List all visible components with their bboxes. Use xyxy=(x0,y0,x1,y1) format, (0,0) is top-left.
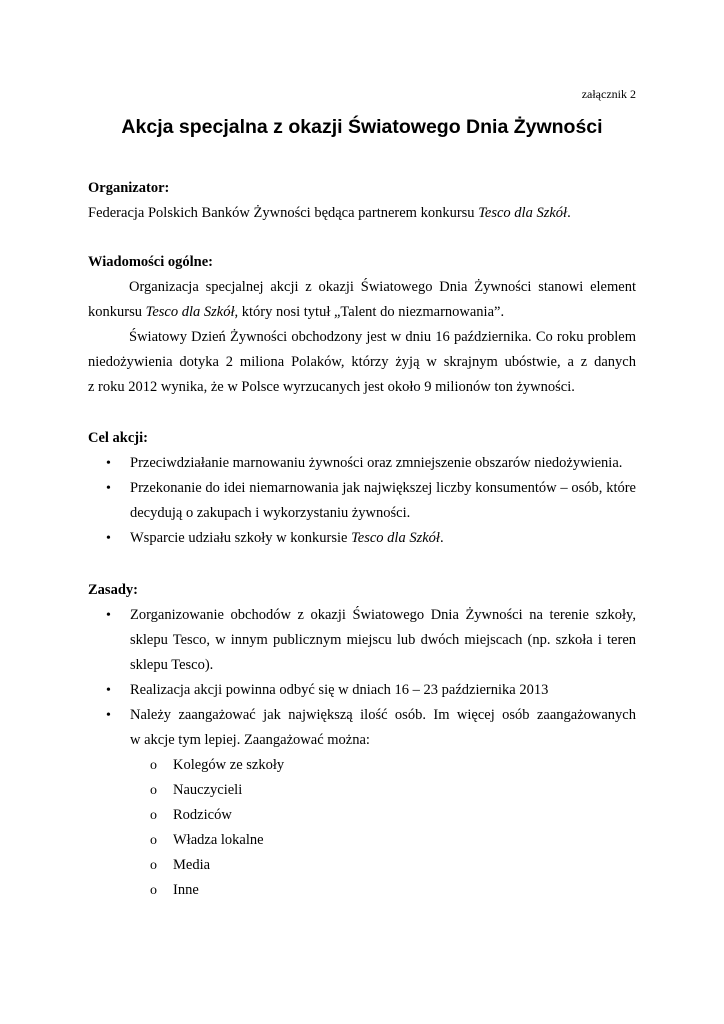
circle-bullet-icon: o xyxy=(150,758,157,773)
general-info-p1-line1: Organizacja specjalnej akcji z okazji Światowego Dnia Żywności stanowi element xyxy=(129,279,636,295)
rule-item-1-line1: Zorganizowanie obchodów z okazji Światowego Dnia Żywności na terenie szkoły, xyxy=(130,607,636,623)
involvement-list xyxy=(88,753,636,903)
involvement-item: Nauczycieli xyxy=(173,782,243,798)
rule-item-3-line2: w akcje tym lepiej. Zaangażować można: xyxy=(130,732,370,748)
general-info-p1-line2 xyxy=(88,300,636,325)
bullet-icon: • xyxy=(106,481,111,496)
general-info-heading: Wiadomości ogólne: xyxy=(88,254,213,270)
rule-item-2: Realizacja akcji powinna odbyć się w dniach 16 – 23 października 2013 xyxy=(130,682,549,698)
list-item xyxy=(88,828,636,853)
rules-section xyxy=(88,578,636,903)
attachment-label: załącznik 2 xyxy=(581,87,636,101)
list-item xyxy=(88,603,636,678)
rule-item-1-line2: sklepu Tesco, w innym publicznym miejscu lub dwóch miejscach (np. szkoła i teren xyxy=(130,632,636,648)
document-page xyxy=(88,0,636,1024)
list-item xyxy=(88,678,636,703)
circle-bullet-icon: o xyxy=(150,783,157,798)
organizer-heading: Organizator: xyxy=(88,180,170,196)
goal-item-1: Przeciwdziałanie marnowaniu żywności oraz zmniejszenie obszarów niedożywienia. xyxy=(130,455,623,471)
list-item xyxy=(88,703,636,753)
involvement-item: Władza lokalne xyxy=(173,832,264,848)
involvement-item: Media xyxy=(173,857,211,873)
involvement-item: Rodziców xyxy=(173,807,232,823)
organizer-contest-name: Tesco dla Szkół xyxy=(478,205,568,221)
list-item xyxy=(88,878,636,903)
rule-item-3-line1: Należy zaangażować jak największą ilość osób. Im więcej osób zaangażowanych xyxy=(130,707,636,723)
document-title: Akcja specjalna z okazji Światowego Dnia Żywności xyxy=(121,116,603,138)
list-item xyxy=(88,451,636,476)
list-item xyxy=(88,476,636,526)
circle-bullet-icon: o xyxy=(150,883,157,898)
circle-bullet-icon: o xyxy=(150,833,157,848)
involvement-item: Kolegów ze szkoły xyxy=(173,757,285,773)
general-info-p2-line2: niedożywienia dotyka 2 miliona Polaków, którzy żyją w skrajnym ubóstwie, a z danych xyxy=(88,354,636,370)
goal-item-3-contest-name: Tesco dla Szkół xyxy=(351,530,440,546)
goal-item-2-line2: decydują o zakupach i wykorzystaniu żywności. xyxy=(130,505,411,521)
circle-bullet-icon: o xyxy=(150,858,157,873)
organizer-text-start: Federacja Polskich Banków Żywności będąca partnerem konkursu xyxy=(88,205,479,221)
rules-heading: Zasady: xyxy=(88,582,138,598)
general-info-p2-line3: z roku 2012 wynika, że w Polsce wyrzucanych jest około 9 milionów ton żywności. xyxy=(88,379,575,395)
goal-item-3-start: Wsparcie udziału szkoły w konkursie xyxy=(130,530,352,546)
list-item xyxy=(88,803,636,828)
goals-section xyxy=(88,426,636,551)
bullet-icon: • xyxy=(106,456,111,471)
list-item xyxy=(88,853,636,878)
circle-bullet-icon: o xyxy=(150,808,157,823)
organizer-text xyxy=(88,201,636,226)
general-info-section xyxy=(88,250,636,400)
list-item xyxy=(88,526,636,551)
goals-list xyxy=(88,451,636,551)
rule-item-1-line3: sklepu Tesco). xyxy=(130,657,214,673)
goals-heading: Cel akcji: xyxy=(88,430,148,446)
involvement-item: Inne xyxy=(173,882,199,898)
organizer-section xyxy=(88,176,636,226)
rules-list xyxy=(88,603,636,753)
general-info-p2-line1: Światowy Dzień Żywności obchodzony jest w dniu 16 października. Co roku problem xyxy=(129,329,636,345)
general-info-contest-name: Tesco dla Szkół xyxy=(145,304,235,320)
organizer-text-end: . xyxy=(567,205,571,221)
general-info-p1-line2-start: konkursu xyxy=(88,304,146,320)
bullet-icon: • xyxy=(106,708,111,723)
bullet-icon: • xyxy=(106,531,111,546)
bullet-icon: • xyxy=(106,683,111,698)
goal-item-3-end: . xyxy=(439,530,444,546)
list-item xyxy=(88,778,636,803)
general-info-p1-line2-end: , który nosi tytuł „Talent do niezmarnowania”. xyxy=(234,304,505,320)
goal-item-2-line1: Przekonanie do idei niemarnowania jak największej liczby konsumentów – osób, które xyxy=(130,480,636,496)
list-item xyxy=(88,753,636,778)
bullet-icon: • xyxy=(106,608,111,623)
